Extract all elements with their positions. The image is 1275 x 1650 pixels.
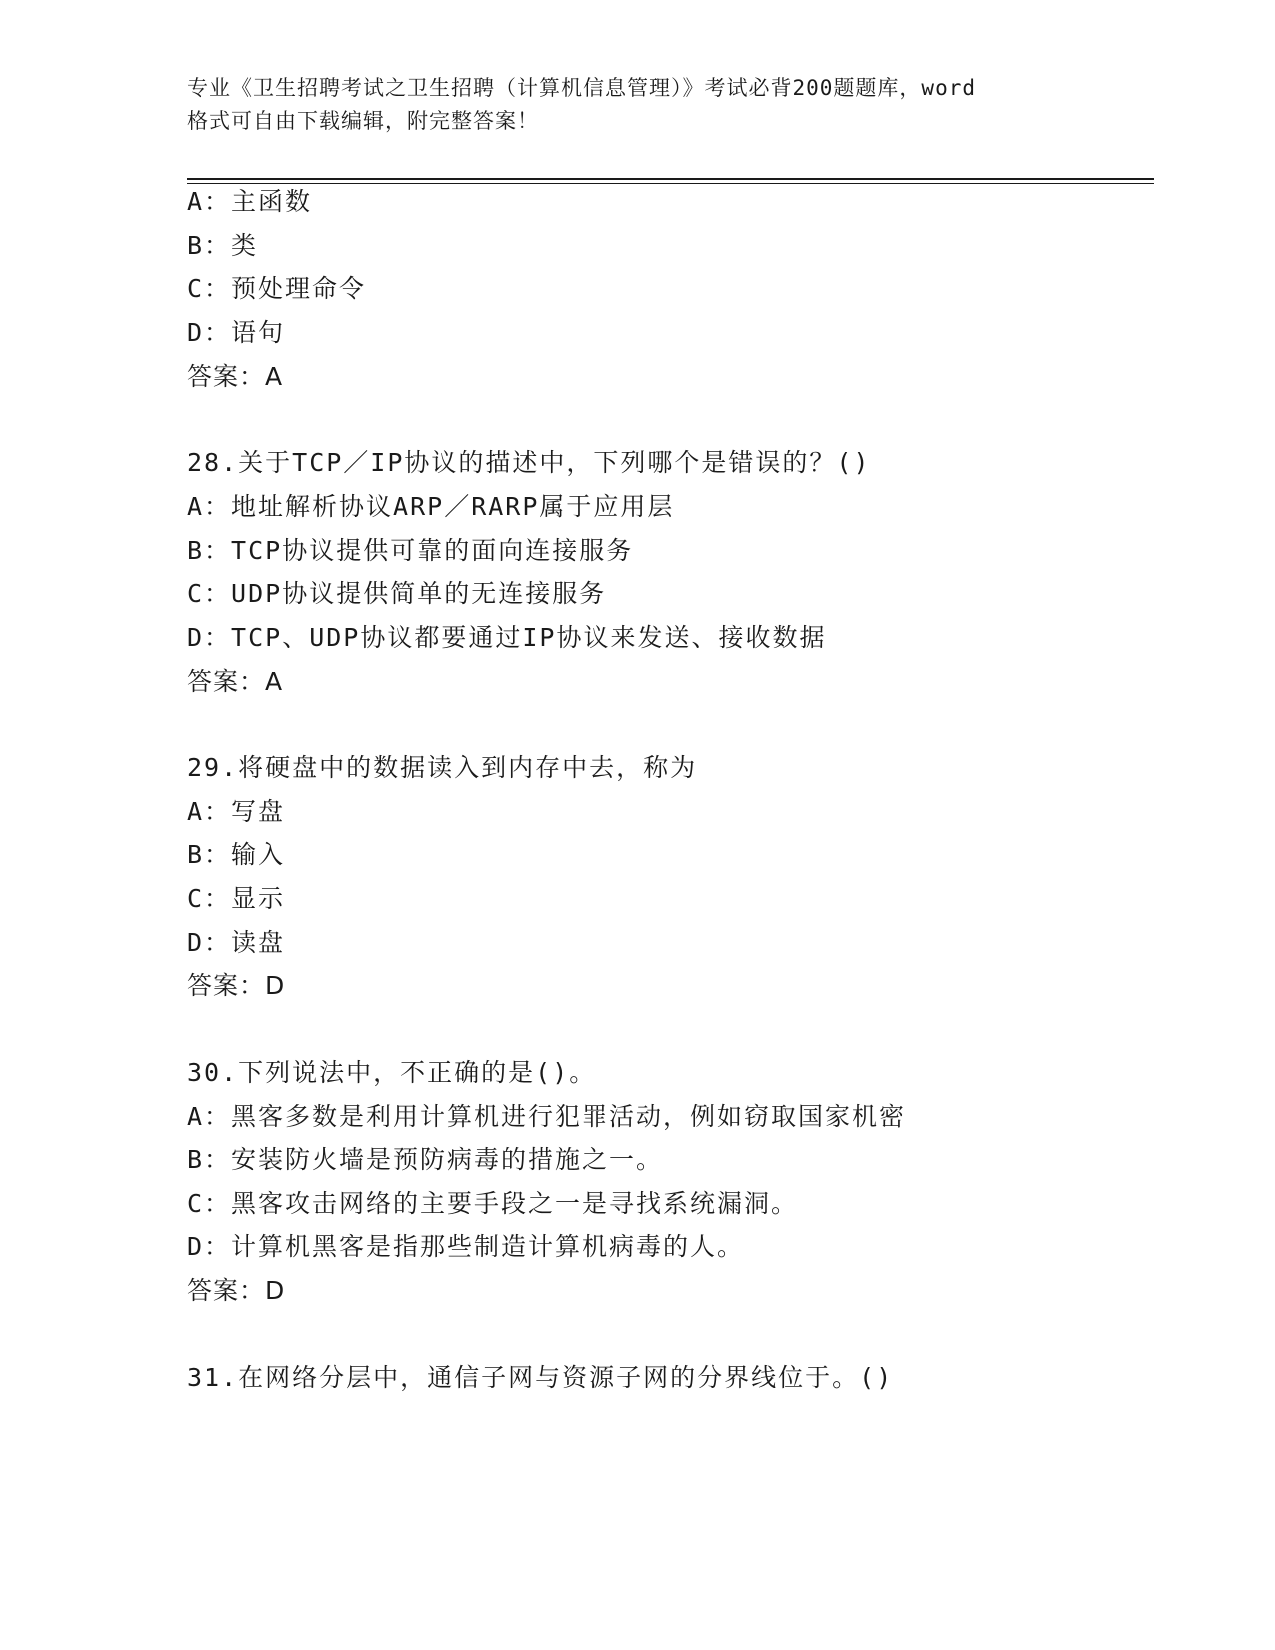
header-title-line-1: 专业《卫生招聘考试之卫生招聘（计算机信息管理）》考试必背200题题库，word bbox=[187, 76, 976, 100]
q30-answer: 答案：D bbox=[187, 1276, 286, 1305]
q27-option-b: B：类 bbox=[187, 231, 259, 260]
q27-answer: 答案：A bbox=[187, 362, 284, 391]
q30-option-d: D：计算机黑客是指那些制造计算机病毒的人。 bbox=[187, 1232, 745, 1261]
q28-option-b: B：TCP协议提供可靠的面向连接服务 bbox=[187, 536, 634, 565]
q27-option-c: C：预处理命令 bbox=[187, 274, 367, 303]
q29-option-c: C：显示 bbox=[187, 884, 286, 913]
q30-option-b: B：安装防火墙是预防病毒的措施之一。 bbox=[187, 1145, 664, 1174]
header-title-line-2: 格式可自由下载编辑，附完整答案！ bbox=[187, 109, 539, 133]
q30-option-a: A：黑客多数是利用计算机进行犯罪活动，例如窃取国家机密 bbox=[187, 1102, 907, 1131]
q30-option-c: C：黑客攻击网络的主要手段之一是寻找系统漏洞。 bbox=[187, 1189, 799, 1218]
document-header bbox=[187, 72, 1087, 138]
q30-question: 30.下列说法中，不正确的是()。 bbox=[187, 1058, 597, 1087]
header-divider-thick bbox=[187, 178, 1154, 180]
q29-answer: 答案：D bbox=[187, 971, 286, 1000]
q28-option-d: D：TCP、UDP协议都要通过IP协议来发送、接收数据 bbox=[187, 623, 827, 652]
q28-option-c: C：UDP协议提供简单的无连接服务 bbox=[187, 579, 607, 608]
q29-option-d: D：读盘 bbox=[187, 928, 286, 957]
q28-answer: 答案：A bbox=[187, 667, 284, 696]
q27-option-d: D：语句 bbox=[187, 318, 286, 347]
q31-question: 31.在网络分层中，通信子网与资源子网的分界线位于。() bbox=[187, 1363, 894, 1392]
q29-question: 29.将硬盘中的数据读入到内存中去，称为 bbox=[187, 753, 698, 782]
q28-option-a: A：地址解析协议ARP／RARP属于应用层 bbox=[187, 492, 675, 521]
q29-option-a: A：写盘 bbox=[187, 797, 286, 826]
q29-option-b: B：输入 bbox=[187, 840, 286, 869]
header-divider-thin bbox=[187, 183, 1154, 184]
q28-question: 28.关于TCP／IP协议的描述中，下列哪个是错误的？() bbox=[187, 448, 871, 477]
q27-option-a: A：主函数 bbox=[187, 187, 313, 216]
